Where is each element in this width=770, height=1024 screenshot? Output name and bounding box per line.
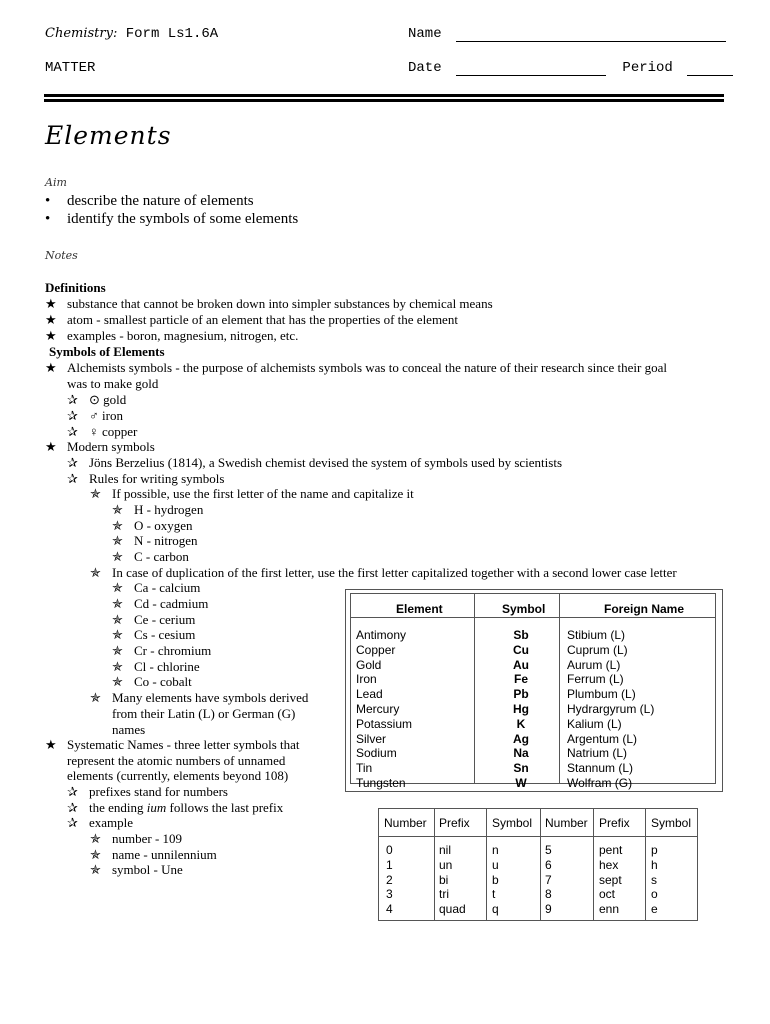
rule2-item (112, 674, 192, 690)
pinwheel-star-icon: ✯ (112, 596, 123, 611)
number-column (386, 843, 393, 917)
unit-label: MATTER (45, 60, 96, 76)
symbol-column (651, 843, 658, 917)
prefix-column (599, 843, 622, 917)
alchemist-text: Alchemists symbols - the purpose of alchemists symbols was to conceal the nature of their research since their goal (67, 360, 667, 375)
foreign-name-cell: Cuprum (L) (567, 642, 628, 657)
outline-star-icon: ✰ (67, 800, 78, 815)
symbol-cell: Hg (513, 701, 529, 716)
symbol-cell: o (651, 887, 658, 902)
rule1-item-text: H - hydrogen (134, 502, 204, 517)
element-column (356, 628, 412, 791)
star-icon: ★ (45, 439, 57, 454)
rule2-item-text: Ca - calcium (134, 580, 201, 595)
ending-line (67, 800, 283, 816)
pinwheel-star-icon: ✯ (112, 518, 123, 533)
rule1-text: If possible, use the first letter of the name and capitalize it (112, 486, 414, 501)
symbol-cell: s (651, 872, 657, 887)
symbol-column (492, 843, 499, 917)
example-item (90, 831, 182, 847)
prefix-cell: bi (439, 872, 449, 887)
period-blank-line[interactable] (687, 61, 733, 76)
systematic-line (45, 737, 300, 753)
symbol-cell: q (492, 902, 499, 917)
example-line (67, 815, 133, 831)
star-icon: ★ (45, 360, 57, 375)
latin-line-cont: names (112, 722, 146, 737)
prefix-column (439, 843, 466, 917)
pinwheel-star-icon: ✯ (112, 627, 123, 642)
definition-item (45, 296, 493, 312)
date-period-field (408, 60, 733, 76)
rule1-line (90, 486, 414, 502)
star-icon: ★ (45, 737, 57, 752)
systematic-text: Systematic Names - three letter symbols that (67, 737, 300, 752)
subject-label: Chemistry: (45, 26, 118, 41)
symbol-cell: p (651, 843, 658, 857)
rule1-item-text: N - nitrogen (134, 533, 198, 548)
symbol-cell: K (516, 716, 526, 731)
prefix-cell: un (439, 857, 453, 872)
number-cell: 4 (386, 902, 393, 917)
number-cell: 5 (545, 843, 552, 857)
element-cell: Copper (356, 642, 396, 657)
name-field (408, 26, 726, 42)
element-cell: Antimony (356, 628, 407, 642)
rule1-item (112, 549, 189, 565)
pinwheel-star-icon: ✯ (90, 486, 101, 501)
pinwheel-star-icon: ✯ (112, 502, 123, 517)
element-cell: Iron (356, 672, 377, 687)
outline-star-icon: ✰ (67, 392, 78, 407)
aim-item: • identify the symbols of some elements (45, 211, 299, 227)
definition-text: atom - smallest particle of an element that has the properties of the element (67, 312, 458, 327)
prefix-cell: hex (599, 857, 619, 872)
rule2-text: In case of duplication of the first letter, use the first letter capitalized together with a second lower case letter (112, 565, 677, 580)
rule1-item-text: O - oxygen (134, 518, 193, 533)
rule2-item (112, 596, 208, 612)
element-cell: Gold (356, 657, 382, 672)
number-cell: 9 (545, 902, 552, 917)
element-cell: Mercury (356, 701, 400, 716)
pinwheel-star-icon: ✯ (112, 580, 123, 595)
definition-text: examples - boron, magnesium, nitrogen, etc. (67, 328, 299, 343)
header-rule-bottom (44, 99, 724, 102)
rule2-line (90, 565, 677, 581)
rule2-item-text: Ce - cerium (134, 612, 196, 627)
col-header-prefix: Prefix (439, 816, 470, 830)
rule1-item (112, 518, 193, 534)
symbol-cell: Pb (513, 687, 529, 702)
outline-star-icon: ✰ (67, 408, 78, 423)
symbol-cell: b (492, 872, 499, 887)
ending-text-italic: ium (146, 800, 167, 815)
pinwheel-star-icon: ✯ (90, 831, 101, 846)
outline-star-icon: ✰ (67, 471, 78, 486)
symbol-cell: n (492, 843, 499, 857)
foreign-name-cell: Aurum (L) (567, 657, 621, 672)
date-blank-line[interactable] (456, 61, 606, 76)
rules-line (67, 471, 224, 487)
ending-text-pre: the ending (89, 800, 147, 815)
rule2-item-text: Cd - cadmium (134, 596, 209, 611)
foreign-name-cell: Ferrum (L) (567, 672, 624, 687)
number-cell: 2 (386, 872, 393, 887)
number-cell: 8 (545, 887, 552, 902)
pinwheel-star-icon: ✯ (112, 674, 123, 689)
foreign-name-column (567, 628, 654, 791)
modern-symbols (45, 439, 155, 455)
alchemy-text: ♂ iron (89, 408, 123, 423)
symbol-column (496, 628, 546, 791)
symbol-cell: h (651, 857, 658, 872)
symbol-cell: Na (513, 746, 529, 761)
prefix-table (378, 808, 698, 921)
number-column (545, 843, 552, 917)
header-subject (45, 26, 218, 42)
alchemy-item (67, 424, 137, 440)
notes-label: Notes (45, 249, 78, 262)
foreign-name-cell: Wolfram (G) (567, 775, 633, 790)
rule1-item (112, 502, 203, 518)
col-header-number: Number (384, 816, 427, 830)
prefix-cell: sept (599, 872, 622, 887)
col-header-prefix: Prefix (599, 816, 630, 830)
name-label: Name (408, 26, 442, 42)
symbol-cell: Sb (513, 628, 529, 642)
aim-label: Aim (45, 176, 67, 189)
col-header-foreign-name: Foreign Name (604, 602, 685, 616)
foreign-name-cell: Plumbum (L) (567, 687, 636, 702)
foreign-name-cell: Natrium (L) (567, 746, 628, 761)
period-label: Period (622, 60, 673, 76)
latin-line (90, 690, 308, 706)
rule2-item (112, 659, 200, 675)
example-text: example (89, 815, 134, 830)
symbol-cell: e (651, 902, 658, 917)
number-cell: 1 (386, 857, 393, 872)
foreign-name-cell: Argentum (L) (567, 731, 638, 746)
element-cell: Tungsten (356, 775, 406, 790)
rule2-item-text: Cl - chlorine (134, 659, 200, 674)
alchemist-line (45, 360, 667, 376)
col-header-symbol: Symbol (651, 816, 692, 830)
latin-line-cont: from their Latin (L) or German (G) (112, 706, 296, 721)
form-label: Form Ls1.6A (125, 26, 219, 42)
symbol-cell: W (515, 775, 527, 790)
star-icon: ★ (45, 312, 57, 327)
foreign-name-cell: Stibium (L) (567, 628, 626, 642)
col-header-element: Element (396, 602, 443, 616)
ending-text-post: follows the last prefix (166, 800, 284, 815)
number-cell: 6 (545, 857, 552, 872)
prefix-cell: pent (599, 843, 623, 857)
example-item-text: number - 109 (112, 831, 183, 846)
page-title: Elements (45, 121, 172, 150)
rule2-item (112, 627, 195, 643)
aim-item: • describe the nature of elements (45, 193, 254, 209)
example-item-text: symbol - Une (112, 862, 183, 877)
definitions-heading: Definitions (45, 280, 106, 295)
pinwheel-star-icon: ✯ (90, 690, 101, 705)
element-cell: Lead (356, 687, 383, 702)
col-header-symbol: Symbol (492, 816, 533, 830)
element-cell: Potassium (356, 716, 413, 731)
symbols-heading: Symbols of Elements (49, 344, 165, 359)
rule2-item (112, 612, 195, 628)
rule1-item-text: C - carbon (134, 549, 189, 564)
prefix-cell: nil (439, 843, 452, 857)
element-cell: Sodium (356, 746, 397, 761)
rule2-item-text: Cr - chromium (134, 643, 212, 658)
berzelius-line (67, 455, 562, 471)
prefixes-text: prefixes stand for numbers (89, 784, 228, 799)
outline-star-icon: ✰ (67, 424, 78, 439)
alchemy-text: ⊙ gold (89, 392, 127, 407)
header-rule-top (44, 94, 724, 97)
number-cell: 7 (545, 872, 552, 887)
symbol-cell: t (492, 887, 496, 902)
prefix-cell: enn (599, 902, 620, 917)
element-cell: Tin (356, 761, 373, 776)
rule2-item-text: Co - cobalt (134, 674, 192, 689)
prefix-cell: tri (439, 887, 449, 902)
alchemy-text: ♀ copper (89, 424, 138, 439)
foreign-name-cell: Stannum (L) (567, 761, 634, 776)
definition-item (45, 312, 458, 328)
rule2-item (112, 580, 200, 596)
aim-item-text: describe the nature of elements (67, 193, 254, 209)
pinwheel-star-icon: ✯ (112, 533, 123, 548)
definition-text: substance that cannot be broken down into simpler substances by chemical means (67, 296, 493, 311)
rule2-item-text: Cs - cesium (134, 627, 196, 642)
rules-text: Rules for writing symbols (89, 471, 225, 486)
latin-text: Many elements have symbols derived (112, 690, 309, 705)
foreign-name-cell: Kalium (L) (567, 716, 622, 731)
prefixes-line (67, 784, 228, 800)
col-header-symbol: Symbol (502, 602, 546, 616)
systematic-cont: represent the atomic numbers of unnamed (67, 753, 286, 768)
prefix-cell: oct (599, 887, 616, 902)
name-blank-line[interactable] (456, 27, 726, 42)
pinwheel-star-icon: ✯ (112, 659, 123, 674)
alchemy-item (67, 392, 126, 408)
col-header-number: Number (545, 816, 588, 830)
symbol-cell: Au (513, 657, 529, 672)
rule2-item (112, 643, 211, 659)
pinwheel-star-icon: ✯ (112, 643, 123, 658)
rule1-item (112, 533, 198, 549)
symbol-cell: Fe (513, 672, 528, 687)
alchemist-cont: was to make gold (67, 376, 159, 391)
pinwheel-star-icon: ✯ (90, 862, 101, 877)
pinwheel-star-icon: ✯ (90, 565, 101, 580)
star-icon: ★ (45, 328, 57, 343)
prefix-cell: quad (439, 902, 466, 917)
element-cell: Silver (356, 731, 387, 746)
symbol-cell: Cu (513, 642, 529, 657)
alchemy-item (67, 408, 123, 424)
foreign-name-cell: Hydrargyrum (L) (567, 701, 655, 716)
example-item (90, 862, 183, 878)
aim-item-text: identify the symbols of some elements (67, 211, 299, 227)
symbol-cell: Sn (513, 761, 529, 776)
symbol-cell: u (492, 857, 499, 872)
modern-text: Modern symbols (67, 439, 155, 454)
example-item-text: name - unnilennium (112, 847, 217, 862)
definition-item (45, 328, 298, 344)
pinwheel-star-icon: ✯ (90, 847, 101, 862)
outline-star-icon: ✰ (67, 455, 78, 470)
outline-star-icon: ✰ (67, 784, 78, 799)
systematic-cont: elements (currently, elements beyond 108) (67, 768, 289, 783)
number-cell: 0 (386, 843, 393, 857)
number-cell: 3 (386, 887, 393, 902)
pinwheel-star-icon: ✯ (112, 549, 123, 564)
pinwheel-star-icon: ✯ (112, 612, 123, 627)
example-item (90, 847, 217, 863)
berzelius-text: Jöns Berzelius (1814), a Swedish chemist devised the system of symbols used by scientists (89, 455, 563, 470)
foreign-names-table (345, 589, 723, 792)
star-icon: ★ (45, 296, 57, 311)
symbol-cell: Ag (513, 731, 529, 746)
outline-star-icon: ✰ (67, 815, 78, 830)
date-label: Date (408, 60, 442, 76)
